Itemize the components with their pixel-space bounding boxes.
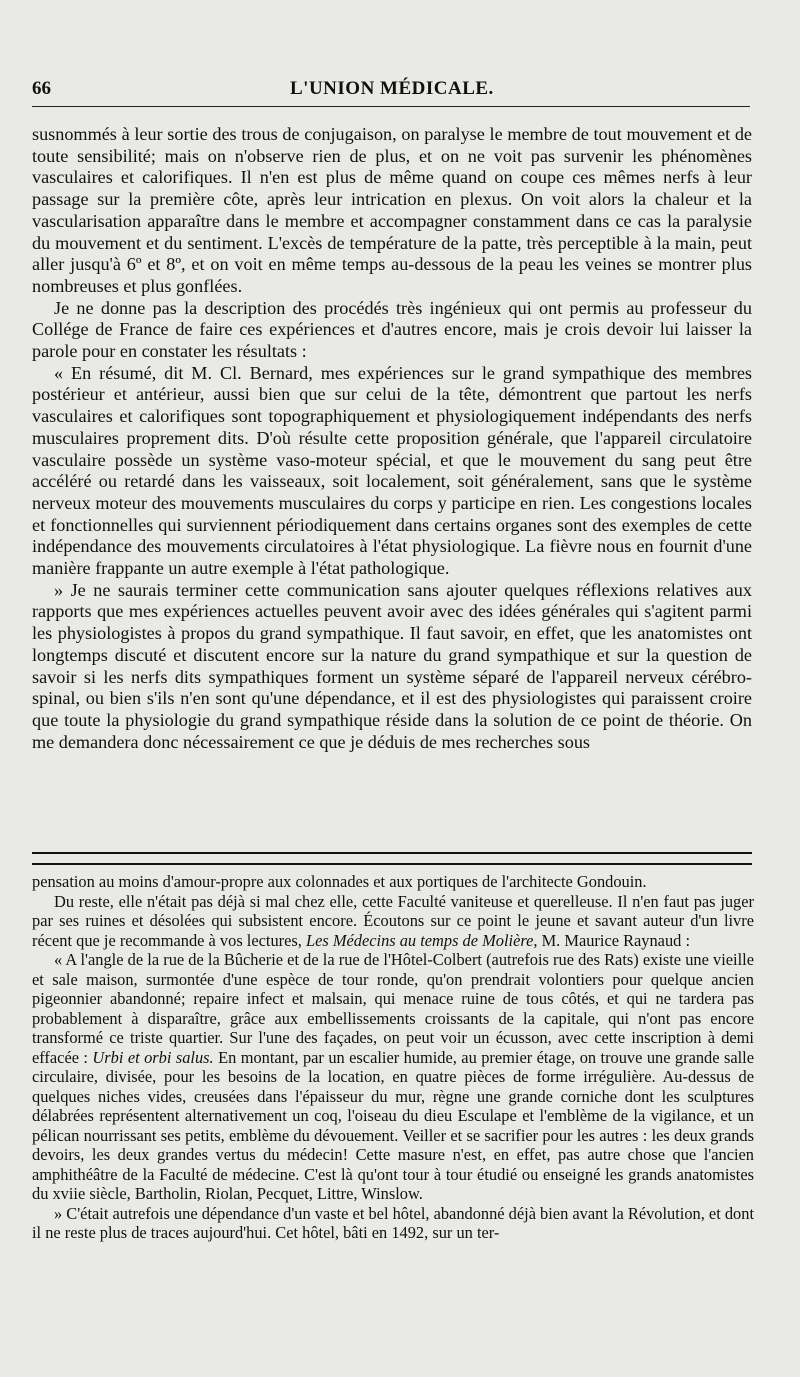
article-paragraph: « En résumé, dit M. Cl. Bernard, mes expériences sur le grand sympathique des membres postérieur et antérieur, aussi bien que sur celui de la tête, démontrent que partout les nerfs vasculaires et calorifiques sont topographiquement et physiologiquement indépendants des nerfs musculaires proprement dits. D'où résulte cette proposition générale, que l'appareil circulatoire vasculaire possède un système vaso-moteur spécial, et que le mouvement du sang peut être accéléré ou retardé dans les vaisseaux, soit localement, soit généralement, sans que le système nerveux moteur des mouvements musculaires du corps y participe en rien. Les congestions locales et fonctionnelles qui surviennent périodiquement dans certains organes sont des exemples de cette indépendance des mouvements circulatoires à l'état physiologique. La fièvre nous en fournit d'une manière frappante un autre exemple à l'état pathologique. bbox=[32, 362, 752, 579]
journal-title: L'UNION MÉDICALE. bbox=[290, 78, 494, 99]
feuilleton-paragraph: pensation au moins d'amour-propre aux colonnades et aux portiques de l'architecte Gondouin. bbox=[32, 872, 647, 891]
feuilleton-separator bbox=[32, 852, 752, 865]
header-rule bbox=[32, 106, 750, 107]
feuilleton-paragraph bbox=[32, 950, 754, 1204]
book-title: Les Médecins au temps de Molière, bbox=[305, 930, 538, 950]
feuilleton-text: En montant, par un escalier humide, au premier étage, on trouve une grande salle circulaire, divisée, pour les besoins de la location, en quatre pièces de forme irrégulière. Au-dessus de quelques niches vides, creusées dans l'épaisseur du mur, règne une grande corniche dont les sculptures délabrées représentent alternativement un coq, l'oiseau du dieu Esculape et l'emblème de la vigilance, et un pélican nourrissant ses petits, emblème du dévouement. Veiller et se sacrifier pour les autres : les deux grands devoirs, les deux grandes vertus du médecin! Cette masure n'est, en effet, pas autre chose que l'ancien amphithéâtre de la Faculté de médecine. C'est là qu'ont tour à tour étudié ou enseigné les grands anatomistes du xviie siècle, Bartholin, Riolan, Pecquet, Littre, Winslow. bbox=[32, 1047, 754, 1203]
article-body bbox=[32, 124, 752, 753]
page-header bbox=[32, 74, 750, 110]
feuilleton-paragraph: » C'était autrefois une dépendance d'un vaste et bel hôtel, abandonné déjà bien avant la Révolution, et dont il ne reste plus de traces aujourd'hui. Cet hôtel, bâti en 1492, sur un ter- bbox=[32, 1203, 755, 1242]
feuilleton-text: Du reste, elle n'était pas déjà si mal chez elle, cette Faculté vaniteuse et querelleuse. Il n'en faut pas juger par ses ruines et désolées qui subsistent encore. Écoutons sur ce point le jeune et savant auteur d'un livre récent que je recommande à vos lectures, bbox=[32, 891, 754, 950]
article-paragraph: susnommés à leur sortie des trous de conjugaison, on paralyse le membre de tout mouvement et de toute sensibilité; mais on n'observe rien de plus, et on ne voit pas survenir les phénomènes vasculaires et calorifiques. Il n'en est plus de même quand on coupe ces mêmes nerfs à leur passage sur la première côte, après leur intrication en plexus. On voit alors la chaleur et la vascularisation apparaître dans le membre et accompagner constamment dans ce cas la paralysie du mouvement et du sentiment. L'excès de température de la patte, très perceptible à la main, peut aller jusqu'à 6º et 8º, et on voit en même temps au-dessous de la peau les veines se montrer plus nombreuses et plus gonflées. bbox=[32, 124, 752, 296]
feuilleton-paragraph bbox=[32, 892, 754, 951]
feuilleton-text: M. Maurice Raynaud : bbox=[537, 930, 691, 950]
feuilleton-text: « A l'angle de la rue de la Bûcherie et de la rue de l'Hôtel-Colbert (autrefois rue des Rats) existe une vieille et sale maison, surmontée d'une espèce de tour ronde, qu'on prendrait volontiers pour quelque ancien pigeonnier abandonné; repaire infect et malsain, qui menace ruine de tous côtés, et qui ne tardera pas probablement à disparaître, grâce aux embellissements croissants de la capitale, qui n'ont pas encore transformé ce triste quartier. Sur l'une des façades, on peut voir un écusson, avec cette inscription à demi effacée : bbox=[32, 950, 754, 1067]
inscription-motto: Urbi et orbi salus. bbox=[92, 1047, 214, 1067]
feuilleton-body bbox=[32, 872, 754, 1243]
article-paragraph: » Je ne saurais terminer cette communication sans ajouter quelques réflexions relatives aux rapports que mes expériences actuelles peuvent avoir avec des idées générales qui s'agitent parmi les physiologistes à propos du grand sympathique. Il faut savoir, en effet, que les anatomistes ont longtemps discuté et discutent encore sur la nature du grand sympathique et sur la question de savoir si les nerfs dits sympathiques forment un système séparé de l'appareil nerveux cérébro-spinal, ou bien s'ils n'en sont qu'une dépendance, et il est des physiologistes qui paraissent croire que toute la physiologie du grand sympathique réside dans la solution de ce point de théorie. On me demandera donc nécessairement ce que je déduis de mes recherches sous bbox=[32, 579, 752, 752]
article-paragraph: Je ne donne pas la description des procédés très ingénieux qui ont permis au professeur du Collége de France de faire ces expériences et d'autres encore, mais je crois devoir lui laisser la parole pour en constater les résultats : bbox=[32, 297, 752, 362]
page-number: 66 bbox=[32, 78, 51, 99]
